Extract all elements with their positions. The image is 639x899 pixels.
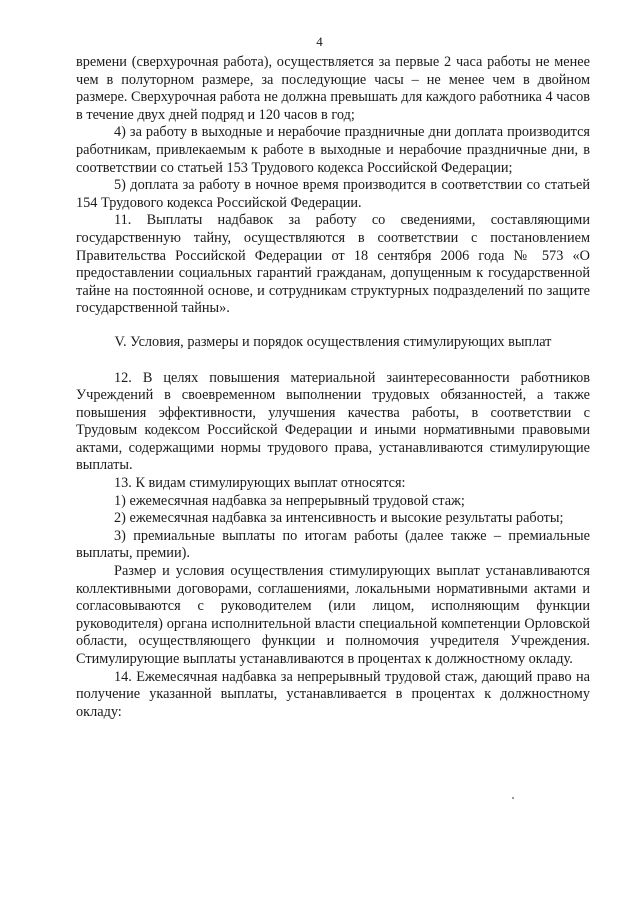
paragraph-item-12: 12. В целях повышения материальной заинтересованности работников Учреждений в своевременном выполнении трудовых обязанностей, а также повышения эффективности, улучшения качества работы, в соответствии с Трудовым кодексом Российской Федерации и иными нормативными правовыми актами, содержащими нормы трудового права, устанавливаются стимулирующие выплаты. bbox=[76, 369, 590, 474]
paragraph-conditions: Размер и условия осуществления стимулирующих выплат устанавливаются коллективными договорами, соглашениями, локальными нормативными актами и согласовываются с руководителем (или лицом, исполняющим функции руководителя) органа исполнительной власти специальной компетенции Орловской области, осуществляющего функции и полномочия учредителя Учреждения. Стимулирующие выплаты устанавливаются в процентах к должностному окладу. bbox=[76, 563, 590, 667]
paragraph-item-11: 11. Выплаты надбавок за работу со сведениями, составляющими государственную тайну, осуществляются в соответствии с постановлением Правительства Российской Федерации от 18 сентября 2006 года № 573 «О предоставлении социальных гарантий гражданам, допущенным к государственной тайне на постоянной основе, и сотрудникам структурных подразделений по защите государственной тайны». bbox=[76, 212, 590, 317]
paragraph-weekend-pay: 4) за работу в выходные и нерабочие праздничные дни доплата производится работникам, привлекаемым к работе в выходные и нерабочие праздничные дни, в соответствии со статьей 153 Трудового кодекса Российской Федерации; bbox=[76, 124, 590, 176]
paragraph-item-13: 13. К видам стимулирующих выплат относятся: bbox=[114, 475, 406, 492]
paragraph-item-14: 14. Ежемесячная надбавка за непрерывный трудовой стаж, дающий право на получение указанной выплаты, устанавливается в процентах к должностному окладу: bbox=[76, 668, 590, 720]
list-item-1: 1) ежемесячная надбавка за непрерывный трудовой стаж; bbox=[114, 492, 465, 509]
paragraph-overtime-continued: времени (сверхурочная работа), осуществляется за первые 2 часа работы не менее чем в полуторном размере, за последующие часы – не менее чем в двойном размере. Сверхурочная работа не должна превышать для каждого работника 4 часов в течение двух дней подряд и 120 часов в год; bbox=[76, 54, 590, 123]
list-item-3: 3) премиальные выплаты по итогам работы (далее также – премиальные выплаты, премии). bbox=[76, 527, 590, 562]
document-body bbox=[76, 54, 590, 721]
list-item-2: 2) ежемесячная надбавка за интенсивность и высокие результаты работы; bbox=[114, 510, 564, 527]
paragraph-night-pay: 5) доплата за работу в ночное время производится в соответствии со статьей 154 Трудового кодекса Российской Федерации. bbox=[76, 177, 590, 211]
page-number: 4 bbox=[316, 34, 323, 49]
section-heading-v: V. Условия, размеры и порядок осуществления стимулирующих выплат bbox=[114, 333, 552, 350]
scan-speck bbox=[512, 797, 514, 799]
